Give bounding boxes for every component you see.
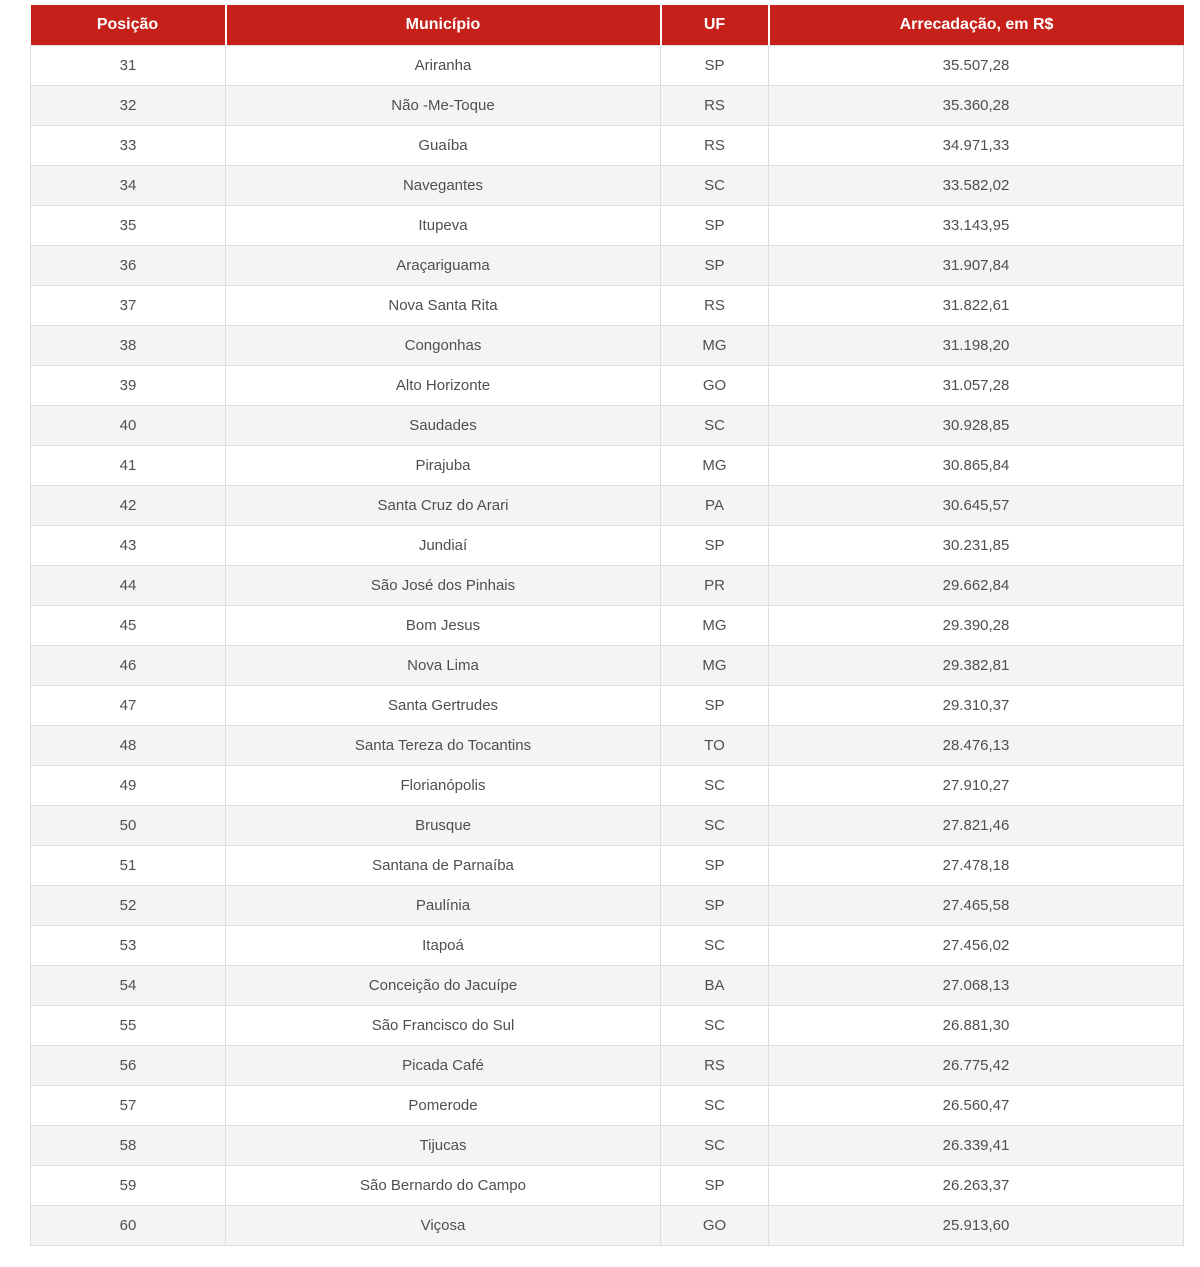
table-row (31, 446, 1184, 486)
cell-arrecadacao: 26.775,42 (769, 1046, 1184, 1086)
municipality-revenue-table (30, 5, 1184, 1246)
cell-arrecadacao: 31.198,20 (769, 326, 1184, 366)
cell-posicao: 57 (31, 1086, 226, 1126)
table-row (31, 406, 1184, 446)
table-row (31, 246, 1184, 286)
cell-municipio: Florianópolis (226, 766, 661, 806)
cell-posicao: 40 (31, 406, 226, 446)
cell-uf: SC (661, 406, 769, 446)
cell-municipio: São Bernardo do Campo (226, 1166, 661, 1206)
cell-uf: SC (661, 926, 769, 966)
cell-municipio: Não -Me-Toque (226, 86, 661, 126)
cell-posicao: 35 (31, 206, 226, 246)
cell-posicao: 46 (31, 646, 226, 686)
table-row (31, 1126, 1184, 1166)
cell-uf: SC (661, 766, 769, 806)
cell-arrecadacao: 27.478,18 (769, 846, 1184, 886)
cell-uf: SC (661, 1006, 769, 1046)
cell-municipio: Viçosa (226, 1206, 661, 1246)
cell-municipio: Picada Café (226, 1046, 661, 1086)
cell-uf: SC (661, 166, 769, 206)
cell-arrecadacao: 33.582,02 (769, 166, 1184, 206)
table-row (31, 366, 1184, 406)
cell-municipio: Pirajuba (226, 446, 661, 486)
cell-posicao: 43 (31, 526, 226, 566)
cell-uf: TO (661, 726, 769, 766)
cell-arrecadacao: 30.865,84 (769, 446, 1184, 486)
cell-municipio: Itupeva (226, 206, 661, 246)
cell-arrecadacao: 29.310,37 (769, 686, 1184, 726)
cell-municipio: São Francisco do Sul (226, 1006, 661, 1046)
cell-municipio: Brusque (226, 806, 661, 846)
cell-posicao: 45 (31, 606, 226, 646)
cell-uf: SP (661, 246, 769, 286)
cell-posicao: 31 (31, 46, 226, 86)
cell-municipio: Itapoá (226, 926, 661, 966)
cell-municipio: Nova Santa Rita (226, 286, 661, 326)
cell-arrecadacao: 27.821,46 (769, 806, 1184, 846)
table-row (31, 606, 1184, 646)
cell-uf: SP (661, 686, 769, 726)
cell-uf: SP (661, 46, 769, 86)
cell-municipio: Paulínia (226, 886, 661, 926)
cell-municipio: São José dos Pinhais (226, 566, 661, 606)
table-row (31, 726, 1184, 766)
cell-municipio: Jundiaí (226, 526, 661, 566)
cell-municipio: Pomerode (226, 1086, 661, 1126)
cell-uf: SC (661, 1126, 769, 1166)
table-row (31, 126, 1184, 166)
table-row (31, 486, 1184, 526)
cell-uf: BA (661, 966, 769, 1006)
cell-posicao: 34 (31, 166, 226, 206)
cell-posicao: 49 (31, 766, 226, 806)
cell-arrecadacao: 27.456,02 (769, 926, 1184, 966)
cell-posicao: 58 (31, 1126, 226, 1166)
cell-arrecadacao: 26.560,47 (769, 1086, 1184, 1126)
cell-posicao: 54 (31, 966, 226, 1006)
cell-uf: RS (661, 126, 769, 166)
cell-municipio: Araçariguama (226, 246, 661, 286)
column-header-posicao: Posição (31, 5, 226, 46)
cell-municipio: Nova Lima (226, 646, 661, 686)
cell-municipio: Tijucas (226, 1126, 661, 1166)
cell-arrecadacao: 25.913,60 (769, 1206, 1184, 1246)
cell-municipio: Saudades (226, 406, 661, 446)
cell-posicao: 50 (31, 806, 226, 846)
cell-uf: RS (661, 1046, 769, 1086)
cell-uf: SP (661, 526, 769, 566)
table-row (31, 926, 1184, 966)
cell-posicao: 42 (31, 486, 226, 526)
cell-municipio: Santa Cruz do Arari (226, 486, 661, 526)
table-row (31, 526, 1184, 566)
cell-municipio: Navegantes (226, 166, 661, 206)
table-row (31, 46, 1184, 86)
table-row (31, 1166, 1184, 1206)
cell-posicao: 32 (31, 86, 226, 126)
cell-posicao: 53 (31, 926, 226, 966)
cell-posicao: 41 (31, 446, 226, 486)
cell-uf: MG (661, 326, 769, 366)
cell-municipio: Alto Horizonte (226, 366, 661, 406)
cell-arrecadacao: 26.263,37 (769, 1166, 1184, 1206)
table-row (31, 886, 1184, 926)
cell-uf: GO (661, 1206, 769, 1246)
cell-posicao: 60 (31, 1206, 226, 1246)
table-row (31, 566, 1184, 606)
table-row (31, 846, 1184, 886)
cell-arrecadacao: 33.143,95 (769, 206, 1184, 246)
cell-uf: RS (661, 286, 769, 326)
cell-municipio: Santa Tereza do Tocantins (226, 726, 661, 766)
cell-arrecadacao: 29.382,81 (769, 646, 1184, 686)
cell-uf: SP (661, 1166, 769, 1206)
cell-uf: SP (661, 846, 769, 886)
cell-uf: MG (661, 606, 769, 646)
cell-arrecadacao: 31.822,61 (769, 286, 1184, 326)
cell-municipio: Ariranha (226, 46, 661, 86)
table-row (31, 1086, 1184, 1126)
cell-posicao: 59 (31, 1166, 226, 1206)
table-row (31, 766, 1184, 806)
cell-posicao: 36 (31, 246, 226, 286)
cell-arrecadacao: 27.465,58 (769, 886, 1184, 926)
cell-arrecadacao: 27.910,27 (769, 766, 1184, 806)
table-row (31, 646, 1184, 686)
cell-posicao: 55 (31, 1006, 226, 1046)
cell-arrecadacao: 30.928,85 (769, 406, 1184, 446)
cell-municipio: Guaíba (226, 126, 661, 166)
table-row (31, 1206, 1184, 1246)
cell-municipio: Santa Gertrudes (226, 686, 661, 726)
table-row (31, 686, 1184, 726)
cell-arrecadacao: 29.390,28 (769, 606, 1184, 646)
cell-municipio: Bom Jesus (226, 606, 661, 646)
cell-posicao: 52 (31, 886, 226, 926)
table-row (31, 1046, 1184, 1086)
table-row (31, 166, 1184, 206)
cell-posicao: 48 (31, 726, 226, 766)
cell-uf: MG (661, 646, 769, 686)
cell-uf: PA (661, 486, 769, 526)
table-row (31, 1006, 1184, 1046)
cell-arrecadacao: 28.476,13 (769, 726, 1184, 766)
table-row (31, 206, 1184, 246)
cell-uf: SP (661, 886, 769, 926)
cell-posicao: 44 (31, 566, 226, 606)
cell-arrecadacao: 26.881,30 (769, 1006, 1184, 1046)
cell-uf: GO (661, 366, 769, 406)
cell-posicao: 51 (31, 846, 226, 886)
cell-arrecadacao: 35.507,28 (769, 46, 1184, 86)
cell-posicao: 38 (31, 326, 226, 366)
cell-arrecadacao: 29.662,84 (769, 566, 1184, 606)
table-container (30, 5, 1183, 1246)
column-header-arrecadacao: Arrecadação, em R$ (769, 5, 1184, 46)
table-body (31, 46, 1184, 1246)
cell-uf: MG (661, 446, 769, 486)
cell-municipio: Conceição do Jacuípe (226, 966, 661, 1006)
cell-posicao: 39 (31, 366, 226, 406)
cell-arrecadacao: 34.971,33 (769, 126, 1184, 166)
cell-uf: SC (661, 806, 769, 846)
cell-posicao: 56 (31, 1046, 226, 1086)
cell-posicao: 33 (31, 126, 226, 166)
table-row (31, 966, 1184, 1006)
cell-arrecadacao: 26.339,41 (769, 1126, 1184, 1166)
table-row (31, 286, 1184, 326)
table-row (31, 326, 1184, 366)
cell-arrecadacao: 35.360,28 (769, 86, 1184, 126)
cell-uf: SP (661, 206, 769, 246)
cell-arrecadacao: 30.645,57 (769, 486, 1184, 526)
cell-posicao: 37 (31, 286, 226, 326)
cell-arrecadacao: 31.057,28 (769, 366, 1184, 406)
cell-municipio: Congonhas (226, 326, 661, 366)
table-row (31, 806, 1184, 846)
cell-arrecadacao: 31.907,84 (769, 246, 1184, 286)
table-header-row (31, 5, 1184, 46)
table-row (31, 86, 1184, 126)
cell-uf: PR (661, 566, 769, 606)
cell-arrecadacao: 30.231,85 (769, 526, 1184, 566)
column-header-uf: UF (661, 5, 769, 46)
cell-uf: SC (661, 1086, 769, 1126)
cell-municipio: Santana de Parnaíba (226, 846, 661, 886)
cell-arrecadacao: 27.068,13 (769, 966, 1184, 1006)
column-header-municipio: Município (226, 5, 661, 46)
cell-posicao: 47 (31, 686, 226, 726)
cell-uf: RS (661, 86, 769, 126)
